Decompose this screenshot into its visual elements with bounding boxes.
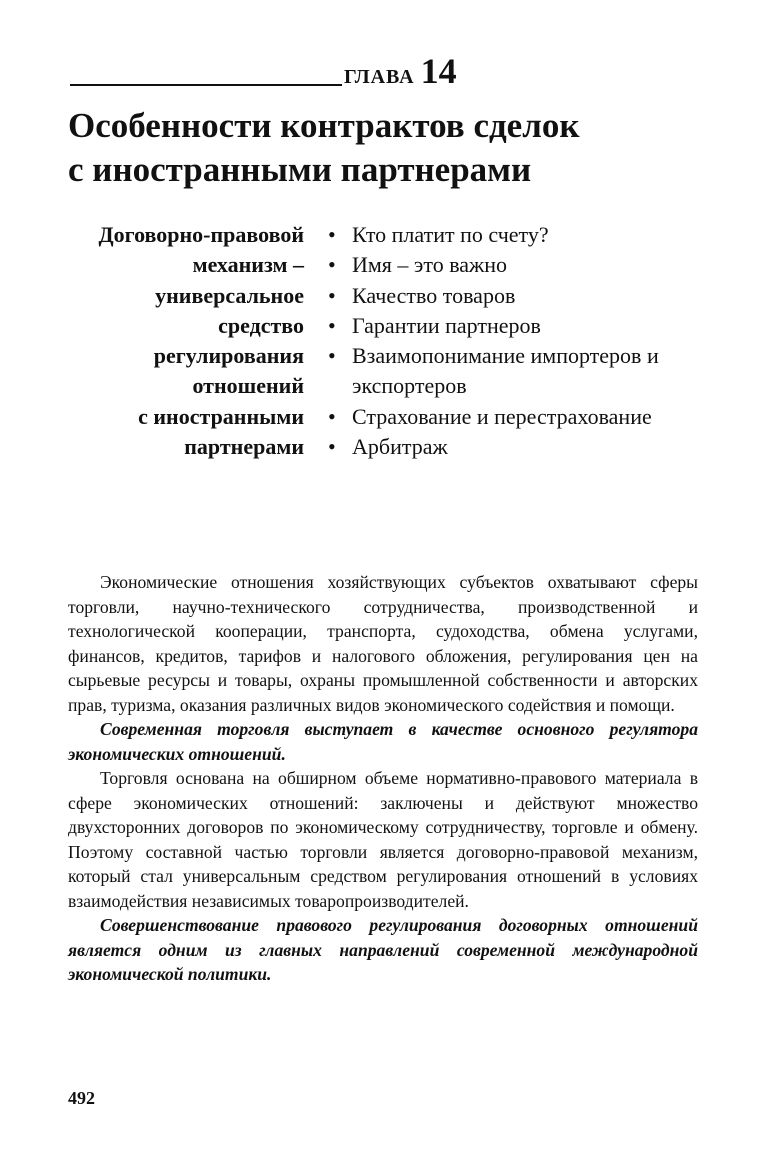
title-line: Особенности контрактов сделок <box>68 106 580 145</box>
page-number: 492 <box>68 1088 95 1108</box>
emphasis-paragraph: Совершенствование правового регулирования договорных отношений является одним из главных направлений современной международной экономической политики. <box>68 915 698 984</box>
chapter-title <box>68 104 728 192</box>
summary-topic-line: с иностранными <box>138 403 304 429</box>
chapter-heading <box>344 50 457 92</box>
summary-topic-line: средство <box>218 312 304 338</box>
contents-item: • Арбитраж <box>326 432 706 462</box>
contents-item: • Качество товаров <box>326 281 706 311</box>
contents-item: • Страхование и перестрахование <box>326 402 706 432</box>
contents-item: • Взаимопонимание импортеров и экспортеров <box>326 341 706 402</box>
contents-item: • Гарантии партнеров <box>326 311 706 341</box>
contents-item: • Имя – это важно <box>326 250 706 280</box>
chapter-word: ГЛАВА <box>344 66 415 88</box>
emphasis-paragraph: Современная торговля выступает в качестве основного регулятора экономических отношений. <box>68 719 698 764</box>
summary-topic-line: механизм – <box>192 252 304 278</box>
paragraph: Торговля основана на обширном объеме нормативно-правового материала в сфере экономических отношений: заключены и действуют множество двухсторонних договоров по экономическому сотрудничеству, торговле и обмену. Поэтому составной частью торговли является договорно-правовой механизм, который стал универсальным средством регулирования отношений в условиях взаимодействия независимых товаропроизводителей. <box>68 768 698 911</box>
summary-topic-line: универсальное <box>155 282 304 308</box>
summary-topic-line: Договорно-правовой <box>98 222 304 247</box>
chapter-contents-list <box>326 220 706 462</box>
header-rule <box>70 84 342 86</box>
chapter-number: 14 <box>420 51 457 91</box>
paragraph: Экономические отношения хозяйствующих субъектов охватывают сферы торговли, научно-технического сотрудничества, производственной и технологической кооперации, транспорта, судоходства, обмена услугами, финансов, кредитов, тарифов и налогового обложения, регулирования цен на сырьевые ресурсы и товары, охраны промышленной собственности и авторских прав, туризма, оказания различных видов экономического содействия и помощи. <box>68 572 698 715</box>
summary-topic-line: партнерами <box>184 434 304 460</box>
summary-topic <box>60 220 304 462</box>
summary-topic-line: отношений <box>192 373 304 399</box>
body-text <box>68 570 698 987</box>
summary-topic-line: регулирования <box>153 343 304 369</box>
contents-item: • Кто платит по счету? <box>326 220 706 250</box>
title-line: с иностранными партнерами <box>68 150 532 189</box>
